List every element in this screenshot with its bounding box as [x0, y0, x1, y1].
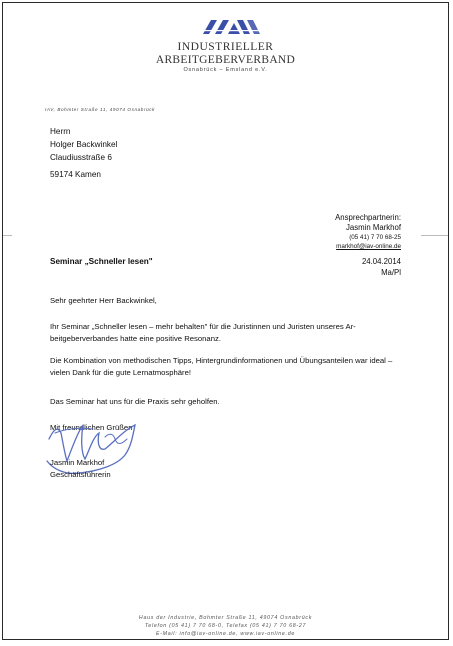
- recipient-street: Claudiusstraße 6: [50, 153, 112, 162]
- greeting: Sehr geehrter Herr Backwinkel,: [50, 296, 157, 305]
- recipient-salutation: Herrn: [50, 127, 71, 136]
- letter-date: 24.04.2014: [361, 257, 401, 266]
- sender-line: IAV, Bohmter Straße 11, 49074 Osnabrück: [45, 107, 156, 112]
- fold-mark-left: [2, 235, 12, 236]
- footer-contact: E-Mail: info@iav-online.de, www.iav-online.de: [155, 631, 296, 637]
- footer-phone: Telefon (05 41) 7 70 68-0, Telefax (05 41) 7 70 68-27: [144, 623, 307, 629]
- contact-email[interactable]: markhof@iav-online.de: [336, 243, 401, 250]
- letter-reference: Ma/Pl: [381, 268, 401, 277]
- recipient-city: 59174 Kamen: [50, 170, 101, 179]
- closing: Mit freundlichen Grüßen: [50, 423, 133, 432]
- fold-mark-right: [421, 235, 449, 236]
- iav-logo-icon: [201, 19, 263, 35]
- contact-name: Jasmin Markhof: [345, 223, 401, 232]
- org-name-line3: Osnabrück – Emsland e.V.: [183, 67, 268, 73]
- signature-title: Geschäftsführerin: [50, 470, 111, 479]
- footer-address: Haus der Industrie, Bohmter Straße 11, 49074 Osnabrück: [138, 615, 313, 621]
- org-name-line2: ARBEITGEBERVERBAND: [155, 54, 296, 66]
- signature-name: Jasmin Markhof: [50, 458, 105, 467]
- body-paragraph-2: Die Kombination von methodischen Tipps, Hintergrundinformationen und Übungsanteilen war ideal – vielen Dank für die gute Lernatmosphäre!: [50, 356, 393, 377]
- body-paragraph-1: Ihr Seminar „Schneller lesen – mehr behalten" für die Juristinnen und Juristen unseres Ar-beitgeberverbandes hatte eine positive Resonanz.: [50, 322, 356, 343]
- subject-line: Seminar „Schneller lesen": [50, 257, 153, 266]
- recipient-name: Holger Backwinkel: [50, 140, 118, 149]
- org-name-line1: INDUSTRIELLER: [177, 41, 274, 53]
- body-paragraph-3: Das Seminar hat uns für die Praxis sehr geholfen.: [50, 397, 220, 406]
- contact-phone: (05 41) 7 70 68-25: [349, 234, 401, 241]
- contact-label: Ansprechpartnerin:: [335, 213, 401, 222]
- letter-page: [2, 2, 449, 640]
